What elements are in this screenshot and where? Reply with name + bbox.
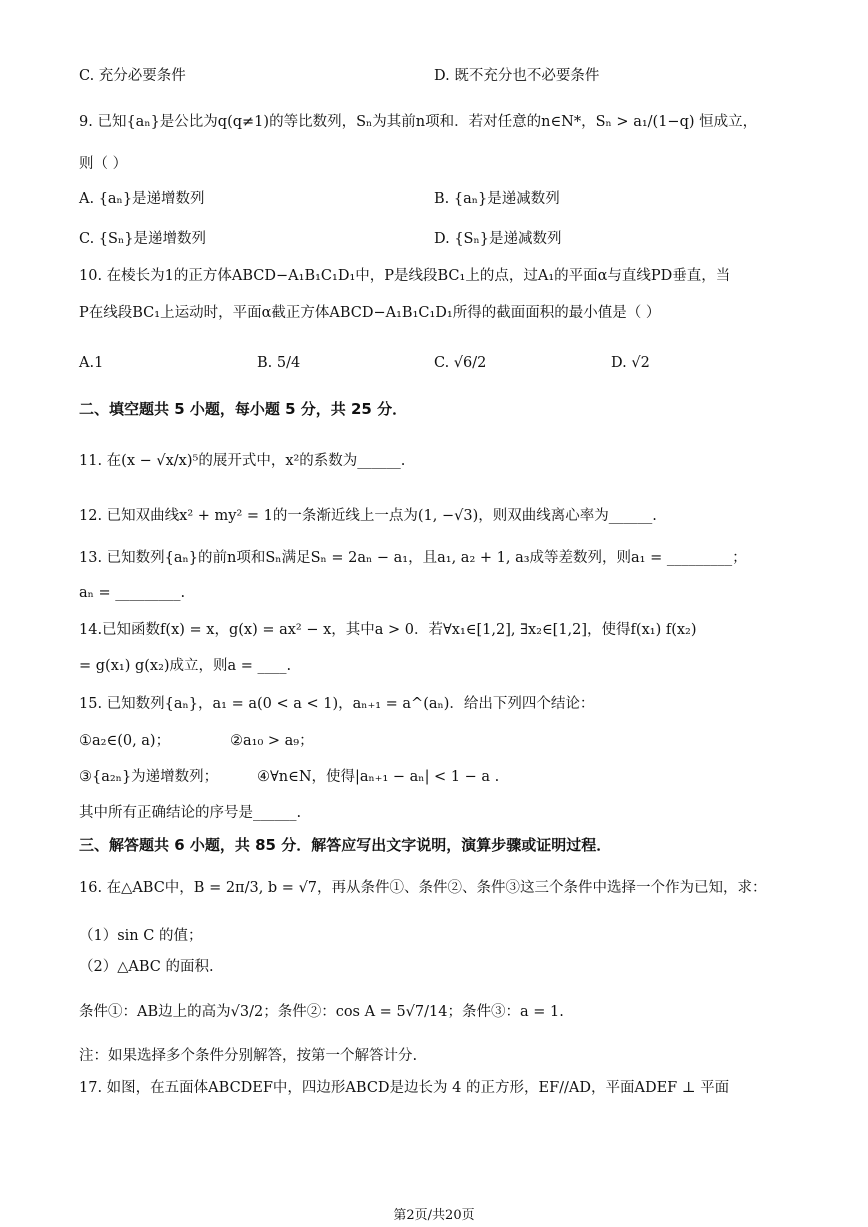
q14-stem: 14.已知函数f(x) = x，g(x) = ax² − x，其中a > 0．若∀x₁∈[1,2], ∃x₂∈[1,2]，使得f(x₁) f(x₂) bbox=[79, 622, 697, 638]
q8-option-c: C. 充分必要条件 bbox=[79, 68, 186, 84]
q9-option-c: C. {Sₙ}是递增数列 bbox=[79, 231, 206, 247]
q10-option-a: A.1 bbox=[79, 355, 104, 371]
q10-stem-cont: P在线段BC₁上运动时，平面α截正方体ABCD−A₁B₁C₁D₁所得的截面面积的最小值是（ ） bbox=[79, 305, 661, 321]
q9-stem: 9. 已知{aₙ}是公比为q(q≠1)的等比数列，Sₙ为其前n项和．若对任意的n∈N*，Sₙ > a₁/(1−q) 恒成立， bbox=[79, 114, 758, 130]
q16-conditions: 条件①：AB边上的高为√3/2；条件②：cos A = 5√7/14；条件③：a = 1. bbox=[79, 1004, 564, 1020]
q10-option-c: C. √6/2 bbox=[434, 355, 487, 371]
q10-option-b: B. 5/4 bbox=[257, 355, 301, 371]
q16-note: 注：如果选择多个条件分别解答，按第一个解答计分. bbox=[79, 1048, 418, 1064]
q15-conclusion-1: ①a₂∈(0, a)； bbox=[79, 733, 171, 749]
page-footer: 第2页/共20页 bbox=[393, 1208, 475, 1223]
q12: 12. 已知双曲线x² + my² = 1的一条渐近线上一点为(1, −√3)，则双曲线离心率为______. bbox=[79, 508, 657, 524]
q9-stem-cont: 则（ ） bbox=[79, 156, 128, 172]
q15-conclusion-3: ③{a₂ₙ}为递增数列； bbox=[79, 769, 219, 785]
q9-option-a: A. {aₙ}是递增数列 bbox=[79, 191, 205, 207]
q13-stem: 13. 已知数列{aₙ}的前n项和Sₙ满足Sₙ = 2aₙ − a₁，且a₁, a₂ + 1, a₃成等差数列，则a₁ = _________； bbox=[79, 550, 747, 566]
section-3-heading: 三、解答题共 6 小题，共 85 分．解答应写出文字说明，演算步骤或证明过程． bbox=[79, 836, 612, 854]
q15-conclusion-2: ②a₁₀ > a₉； bbox=[230, 733, 314, 749]
q17-stem: 17. 如图，在五面体ABCDEF中，四边形ABCD是边长为 4 的正方形，EF//AD，平面ADEF ⊥ 平面 bbox=[79, 1080, 730, 1096]
q15-conclusion-4: ④∀n∈N，使得|aₙ₊₁ − aₙ| < 1 − a . bbox=[257, 769, 500, 785]
q8-option-d: D. 既不充分也不必要条件 bbox=[434, 68, 600, 84]
q9-option-d: D. {Sₙ}是递减数列 bbox=[434, 231, 562, 247]
section-2-heading: 二、填空题共 5 小题，每小题 5 分，共 25 分． bbox=[79, 400, 408, 418]
q16-part-2: （2）△ABC 的面积. bbox=[79, 959, 214, 975]
q16-stem: 16. 在△ABC中，B = 2π/3, b = √7，再从条件①、条件②、条件③这三个条件中选择一个作为已知，求： bbox=[79, 880, 767, 896]
q14-stem-cont: = g(x₁) g(x₂)成立，则a = ____. bbox=[79, 658, 292, 674]
q10-stem: 10. 在棱长为1的正方体ABCD−A₁B₁C₁D₁中，P是线段BC₁上的点，过A₁的平面α与直线PD垂直，当 bbox=[79, 268, 731, 284]
q15-stem: 15. 已知数列{aₙ}，a₁ = a(0 < a < 1)，aₙ₊₁ = a^(aₙ)．给出下列四个结论： bbox=[79, 696, 595, 712]
q11: 11. 在(x − √x/x)⁵的展开式中，x²的系数为______. bbox=[79, 453, 406, 469]
q15-question: 其中所有正确结论的序号是______. bbox=[79, 805, 302, 821]
q13-stem-cont: aₙ = _________. bbox=[79, 585, 186, 601]
q10-option-d: D. √2 bbox=[611, 355, 650, 371]
q9-option-b: B. {aₙ}是递减数列 bbox=[434, 191, 560, 207]
q16-part-1: （1）sin C 的值； bbox=[79, 928, 203, 944]
